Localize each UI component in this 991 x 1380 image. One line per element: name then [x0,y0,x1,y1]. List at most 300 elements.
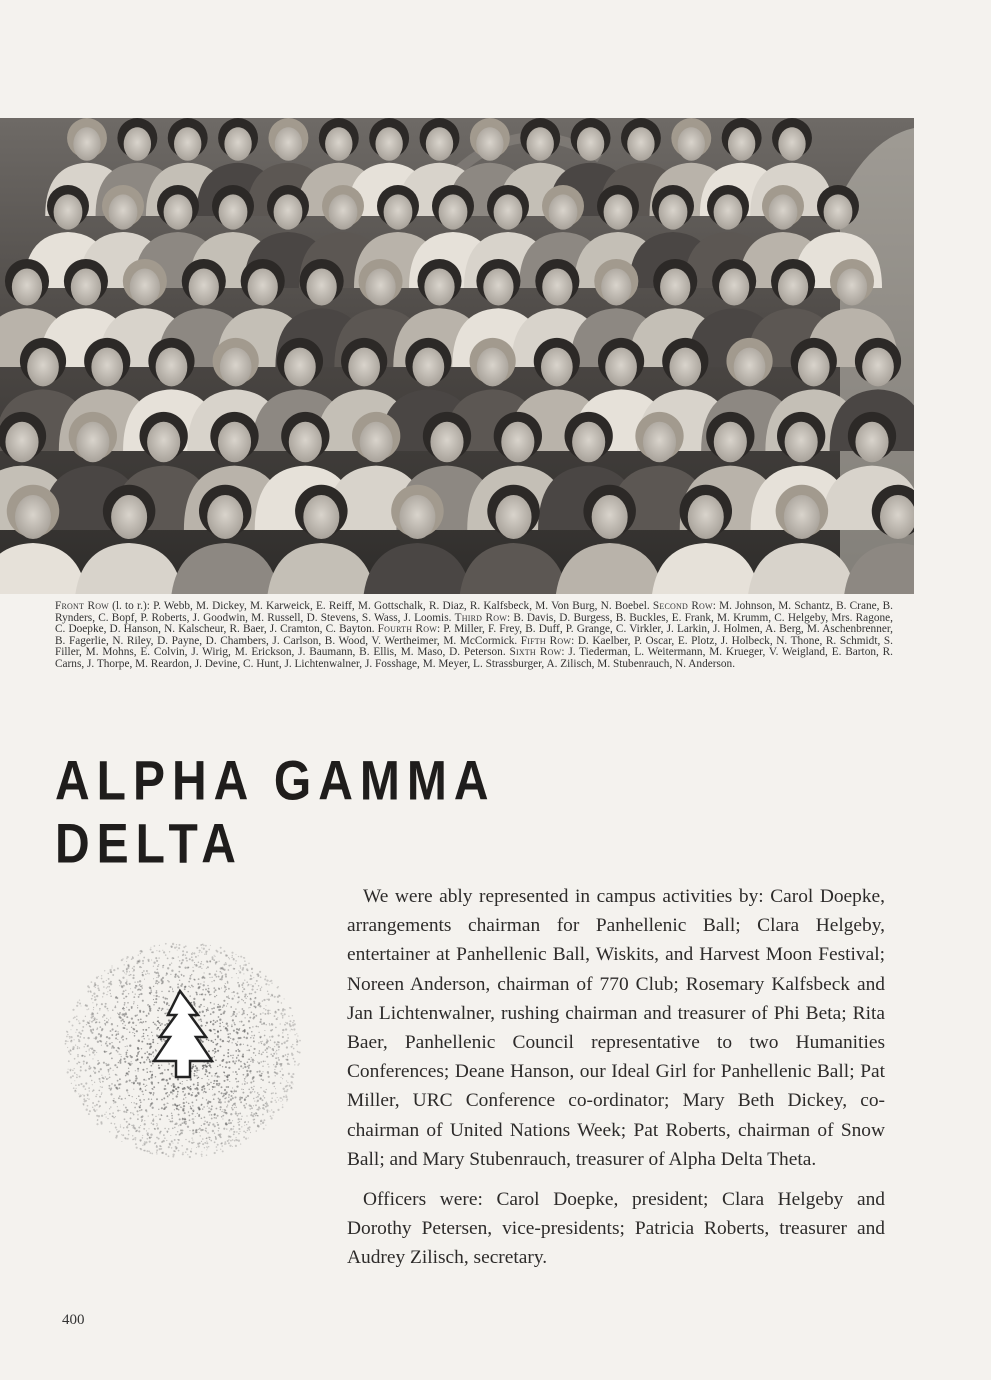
stipple-dot [236,1013,237,1014]
person-face [218,422,251,462]
stipple-dot [225,983,226,984]
stipple-dot [167,1082,169,1084]
stipple-dot [282,1017,284,1019]
stipple-dot [278,1049,279,1050]
stipple-dot [117,1080,119,1082]
stipple-dot [256,980,258,982]
stipple-dot [157,965,159,967]
stipple-dot [161,1008,163,1010]
stipple-dot [100,1068,102,1070]
stipple-dot [218,1004,219,1005]
stipple-dot [106,1065,108,1067]
stipple-dot [283,1096,285,1098]
stipple-dot [213,1080,215,1082]
stipple-dot [122,1008,123,1009]
stipple-dot [265,1125,266,1126]
stipple-dot [198,962,200,964]
stipple-dot [103,992,105,994]
stipple-dot [292,1015,293,1016]
stipple-dot [250,1004,252,1006]
stipple-dot [224,964,226,966]
stipple-dot [239,1131,240,1132]
stipple-dot [184,1094,186,1096]
stipple-dot [263,1061,265,1063]
stipple-dot [220,1149,221,1150]
stipple-dot [217,1122,218,1123]
person-face [73,127,100,160]
stipple-dot [210,1108,212,1110]
stipple-dot [143,1021,145,1023]
stipple-dot [182,1081,183,1082]
stipple-dot [228,988,230,990]
stipple-dot [233,1128,234,1129]
stipple-dot [66,1036,68,1038]
stipple-dot [261,1043,262,1044]
stipple-dot [254,991,256,993]
stipple-dot [166,975,167,976]
stipple-dot [192,1113,194,1115]
stipple-dot [270,980,272,982]
stipple-dot [275,1101,276,1102]
stipple-dot [111,1058,113,1060]
stipple-dot [177,1131,178,1132]
stipple-dot [107,973,109,975]
stipple-dot [275,1027,277,1029]
stipple-dot [193,998,195,1000]
stipple-dot [140,1140,141,1141]
stipple-dot [260,988,261,989]
stipple-dot [208,1084,209,1085]
stipple-dot [205,988,207,990]
stipple-dot [229,1033,231,1035]
stipple-dot [267,1010,269,1012]
stipple-dot [151,1102,153,1104]
person-face [496,495,532,539]
stipple-dot [148,1014,149,1015]
stipple-dot [237,982,239,984]
stipple-dot [69,1038,70,1039]
stipple-dot [280,1063,281,1064]
stipple-dot [224,986,226,988]
stipple-dot [80,1005,81,1006]
stipple-dot [142,1069,144,1071]
stipple-dot [124,1008,125,1009]
stipple-dot [261,1023,263,1025]
stipple-dot [284,1013,286,1015]
stipple-dot [230,1122,232,1124]
stipple-dot [145,1029,147,1031]
stipple-dot [180,985,182,987]
stipple-dot [94,1072,96,1074]
stipple-dot [206,960,208,962]
stipple-dot [134,987,136,989]
stipple-dot [246,1082,248,1084]
stipple-dot [167,1095,169,1097]
stipple-dot [227,1003,228,1004]
stipple-dot [113,1103,114,1104]
stipple-dot [161,991,162,992]
stipple-dot [159,950,161,952]
stipple-dot [286,1090,288,1092]
stipple-dot [155,992,157,994]
stipple-dot [243,1067,244,1068]
stipple-dot [139,994,141,996]
stipple-dot [236,1085,238,1087]
stipple-dot [255,1015,257,1017]
stipple-dot [159,1148,161,1150]
stipple-dot [270,1040,271,1041]
stipple-dot [158,1109,159,1110]
stipple-dot [117,967,119,969]
stipple-dot [228,1094,230,1096]
stipple-dot [82,1094,83,1095]
stipple-dot [237,1115,239,1117]
stipple-dot [135,1015,137,1017]
stipple-dot [160,1073,162,1075]
caption-row-names: : B. Davis, D. Burgess, B. Buckles, E. Frank, M. Krumm, C. Helgeby, Mrs. Ragone, C. Doepke, D. Hanson, N. Kalscheur, R. Baer, J. Cramton, C. Bayton. [55,611,893,636]
stipple-dot [87,1105,89,1107]
stipple-dot [191,1148,192,1149]
stipple-dot [225,962,226,963]
stipple-dot [93,1067,95,1069]
stipple-dot [165,1153,167,1155]
stipple-dot [253,1037,255,1039]
stipple-dot [79,1062,80,1063]
stipple-dot [201,977,203,979]
stipple-dot [228,1067,230,1069]
stipple-dot [192,1129,194,1131]
stipple-dot [131,1102,132,1103]
stipple-dot [248,1121,249,1122]
stipple-dot [141,952,142,953]
stipple-dot [115,1037,117,1039]
stipple-dot [202,1143,204,1145]
stipple-dot [254,997,256,999]
stipple-dot [278,1046,280,1048]
stipple-dot [238,1128,240,1130]
stipple-dot [115,1116,116,1117]
stipple-dot [194,1070,196,1072]
stipple-dot [130,974,132,976]
stipple-dot [211,1075,212,1076]
stipple-dot [109,969,111,971]
stipple-dot [274,1041,276,1043]
stipple-dot [84,1056,86,1058]
stipple-dot [203,984,205,986]
stipple-dot [157,1010,158,1011]
stipple-dot [259,1021,261,1023]
stipple-dot [214,1075,215,1076]
stipple-dot [215,1108,217,1110]
person-face [719,269,749,306]
stipple-dot [266,1039,267,1040]
stipple-dot [79,1002,81,1004]
stipple-dot [149,1141,151,1143]
stipple-dot [164,1137,165,1138]
stipple-dot [270,996,271,997]
stipple-dot [178,1109,180,1111]
stipple-dot [281,1068,282,1069]
stipple-dot [185,1123,187,1125]
stipple-dot [240,967,241,968]
stipple-dot [118,1097,120,1099]
stipple-dot [289,1020,291,1022]
stipple-dot [156,968,158,970]
stipple-dot [191,1108,193,1110]
stipple-dot [207,1148,208,1149]
stipple-dot [241,1116,242,1117]
stipple-dot [223,1128,225,1130]
stipple-dot [235,1111,236,1112]
stipple-dot [204,1088,206,1090]
stipple-dot [276,1050,277,1051]
stipple-dot [248,1137,249,1138]
stipple-dot [110,1068,112,1070]
stipple-dot [198,1109,200,1111]
stipple-dot [116,1050,118,1052]
stipple-dot [169,964,171,966]
stipple-dot [82,1026,84,1028]
stipple-dot [96,1094,97,1095]
stipple-dot [183,1105,185,1107]
person-face [174,127,201,160]
stipple-dot [100,1041,102,1043]
stipple-dot [291,1052,293,1054]
stipple-dot [123,1007,124,1008]
stipple-dot [90,991,92,993]
stipple-dot [156,950,157,951]
stipple-dot [129,1021,131,1023]
stipple-dot [235,1112,237,1114]
stipple-dot [260,1041,262,1043]
stipple-dot [94,1105,96,1107]
stipple-dot [218,1091,220,1093]
stipple-dot [75,1044,76,1045]
stipple-dot [126,1055,127,1056]
stipple-dot [91,1012,93,1014]
stipple-dot [225,963,227,965]
stipple-dot [164,1069,165,1070]
stipple-dot [139,1062,140,1063]
stipple-dot [266,1024,267,1025]
stipple-dot [296,1040,298,1042]
stipple-dot [298,1051,299,1052]
stipple-dot [191,959,193,961]
stipple-dot [85,1088,87,1090]
stipple-dot [84,1046,85,1047]
stipple-dot [247,1033,249,1035]
person-face [728,127,755,160]
stipple-dot [148,1027,149,1028]
stipple-dot [209,1063,210,1064]
stipple-dot [250,1114,252,1116]
stipple-dot [128,1071,130,1073]
stipple-dot [242,1092,244,1094]
stipple-dot [98,1090,100,1092]
stipple-dot [236,1057,237,1058]
stipple-dot [208,1079,209,1080]
stipple-dot [220,1009,221,1010]
person-face [289,422,322,462]
stipple-dot [201,1020,202,1021]
stipple-dot [98,1033,100,1035]
stipple-dot [129,1124,130,1125]
stipple-dot [282,1015,284,1017]
stipple-dot [255,1055,256,1056]
stipple-dot [227,1140,229,1142]
stipple-dot [77,1074,78,1075]
stipple-dot [185,1151,186,1152]
stipple-dot [141,1048,142,1049]
stipple-dot [163,1078,165,1080]
stipple-dot [227,1025,228,1026]
stipple-dot [70,1049,72,1051]
person-face [5,422,38,462]
stipple-dot [282,1106,284,1108]
stipple-dot [239,1021,240,1022]
stipple-dot [89,1065,91,1067]
stipple-dot [133,974,135,976]
stipple-dot [172,1127,174,1129]
stipple-dot [194,1088,196,1090]
stipple-dot [65,1043,66,1044]
person-face [798,348,830,387]
stipple-dot [210,1140,212,1142]
stipple-dot [239,1028,240,1029]
stipple-dot [274,996,276,998]
stipple-dot [288,1015,289,1016]
stipple-dot [157,1043,158,1044]
stipple-dot [129,1080,131,1082]
stipple-dot [81,1055,83,1057]
stipple-dot [264,1035,266,1037]
stipple-dot [112,1045,114,1047]
stipple-dot [268,999,270,1001]
stipple-dot [219,1023,221,1025]
stipple-dot [146,1130,147,1131]
stipple-dot [94,1038,95,1039]
stipple-dot [134,982,135,983]
stipple-dot [245,998,246,999]
stipple-dot [263,1090,265,1092]
stipple-dot [191,1094,193,1096]
person-face [303,495,339,539]
stipple-dot [78,1093,79,1094]
stipple-dot [115,1074,117,1076]
stipple-dot [281,1097,282,1098]
stipple-dot [250,1073,251,1074]
person-face [413,348,445,387]
stipple-dot [251,1035,252,1036]
person-face [284,348,316,387]
stipple-dot [122,1134,124,1136]
person-face [577,127,604,160]
stipple-dot [133,969,135,971]
stipple-dot [179,944,181,946]
stipple-dot [99,1105,101,1107]
stipple-dot [217,1124,219,1126]
stipple-dot [99,1008,101,1010]
stipple-dot [210,1021,212,1023]
stipple-dot [111,1047,112,1048]
stipple-dot [79,1095,81,1097]
stipple-dot [287,1034,288,1035]
stipple-dot [106,1018,107,1019]
stipple-dot [192,967,193,968]
stipple-dot [263,1095,264,1096]
stipple-dot [244,957,245,958]
stipple-dot [217,1075,219,1077]
stipple-dot [127,1125,128,1126]
stipple-dot [88,1113,90,1115]
stipple-dot [195,1006,196,1007]
stipple-dot [125,973,126,974]
stipple-dot [124,972,125,973]
stipple-dot [247,1095,249,1097]
stipple-dot [290,1087,292,1089]
stipple-dot [117,1106,118,1107]
stipple-dot [72,1070,74,1072]
stipple-dot [190,1086,191,1087]
stipple-dot [156,1137,158,1139]
stipple-dot [194,1073,195,1074]
stipple-dot [91,1016,93,1018]
stipple-dot [287,1082,288,1083]
stipple-dot [238,1001,239,1002]
stipple-dot [275,1088,276,1089]
stipple-dot [105,1043,107,1045]
stipple-dot [260,976,262,978]
stipple-dot [112,1010,113,1011]
stipple-dot [147,973,148,974]
stipple-dot [253,1016,255,1018]
stipple-dot [94,1054,95,1055]
person-face [601,269,631,306]
stipple-dot [239,965,241,967]
stipple-dot [270,1047,271,1048]
stipple-dot [80,1083,82,1085]
stipple-dot [252,1026,253,1027]
stipple-dot [143,970,145,972]
stipple-dot [139,1099,141,1101]
stipple-dot [275,1075,276,1076]
stipple-dot [106,1041,107,1042]
stipple-dot [218,961,219,962]
stipple-dot [252,1076,254,1078]
stipple-dot [143,1083,145,1085]
stipple-dot [218,1101,220,1103]
stipple-dot [159,1118,161,1120]
stipple-dot [126,1054,128,1056]
stipple-dot [105,1101,107,1103]
stipple-dot [199,1132,200,1133]
stipple-dot [228,969,230,971]
stipple-dot [243,1010,245,1012]
stipple-dot [208,1146,209,1147]
stipple-dot [166,1002,168,1004]
stipple-dot [246,1037,248,1039]
stipple-dot [152,1071,153,1072]
stipple-dot [172,943,174,945]
stipple-dot [233,1011,235,1013]
stipple-dot [215,963,216,964]
stipple-dot [136,1103,138,1105]
stipple-dot [258,1126,260,1128]
stipple-dot [101,1029,103,1031]
stipple-dot [168,981,170,983]
stipple-dot [265,975,267,977]
stipple-dot [221,1116,223,1118]
